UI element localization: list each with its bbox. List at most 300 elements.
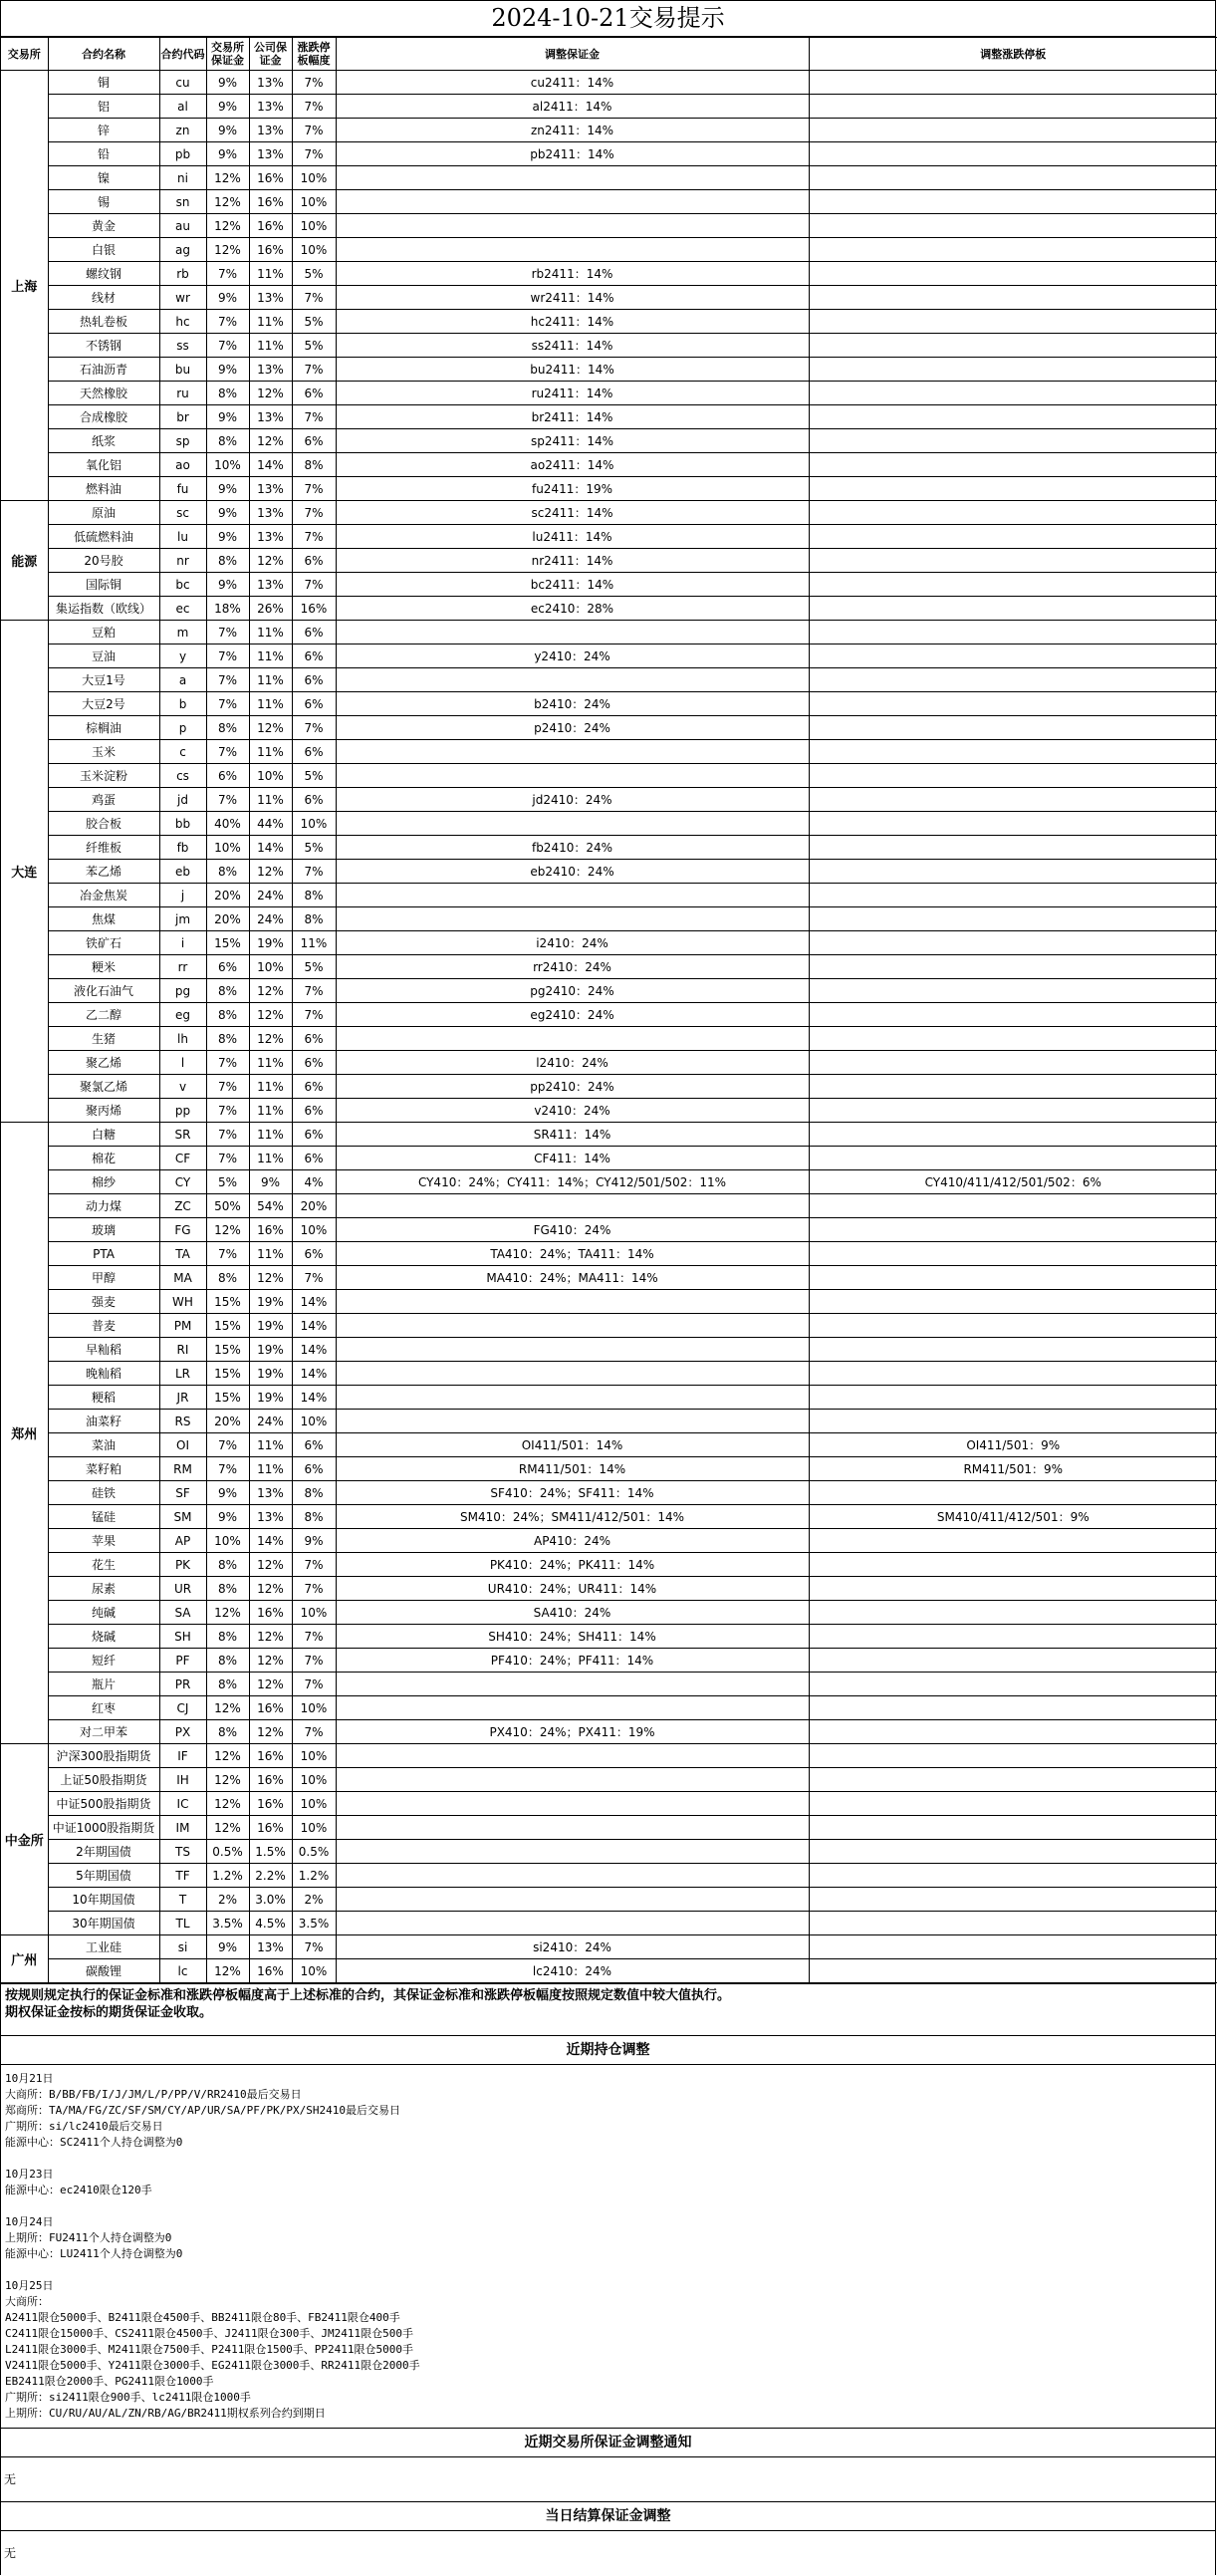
table-row bbox=[1, 166, 1217, 190]
exchange-margin-cell: 6% bbox=[206, 955, 249, 979]
contract-code-cell: jm bbox=[159, 907, 206, 931]
exchange-cell: 中金所 bbox=[1, 1744, 48, 1935]
table-row bbox=[1, 1433, 1217, 1457]
contract-name-cell: 硅铁 bbox=[48, 1481, 159, 1505]
contract-name-cell: 沪深300股指期货 bbox=[48, 1744, 159, 1768]
contract-name-cell: 冶金焦炭 bbox=[48, 884, 159, 907]
exchange-margin-cell: 7% bbox=[206, 644, 249, 668]
contract-name-cell: PTA bbox=[48, 1242, 159, 1266]
limit-cell: 10% bbox=[292, 1696, 336, 1720]
contract-code-cell: eg bbox=[159, 1003, 206, 1027]
company-margin-cell: 12% bbox=[249, 1266, 292, 1290]
table-row bbox=[1, 1768, 1217, 1792]
adjusted-margin-cell: OI411/501：14% bbox=[336, 1433, 809, 1457]
contract-code-cell: au bbox=[159, 214, 206, 238]
adjusted-limit-cell bbox=[809, 1051, 1217, 1075]
limit-cell: 7% bbox=[292, 979, 336, 1003]
company-margin-cell: 16% bbox=[249, 238, 292, 262]
contract-code-cell: OI bbox=[159, 1433, 206, 1457]
adjusted-limit-cell bbox=[809, 525, 1217, 549]
contract-code-cell: hc bbox=[159, 310, 206, 334]
table-row bbox=[1, 740, 1217, 764]
exchange-cell: 广州 bbox=[1, 1935, 48, 1983]
table-row bbox=[1, 190, 1217, 214]
contract-code-cell: eb bbox=[159, 860, 206, 884]
table-row bbox=[1, 142, 1217, 166]
limit-cell: 7% bbox=[292, 716, 336, 740]
table-row bbox=[1, 1051, 1217, 1075]
contract-name-cell: 原油 bbox=[48, 501, 159, 525]
adjusted-limit-cell: CY410/411/412/501/502：6% bbox=[809, 1170, 1217, 1194]
table-row bbox=[1, 1147, 1217, 1170]
adjusted-limit-cell bbox=[809, 119, 1217, 142]
table-row bbox=[1, 1194, 1217, 1218]
adjusted-limit-cell bbox=[809, 334, 1217, 358]
limit-cell: 3.5% bbox=[292, 1912, 336, 1935]
company-margin-cell: 16% bbox=[249, 190, 292, 214]
adjusted-margin-cell bbox=[336, 884, 809, 907]
contract-name-cell: 上证50股指期货 bbox=[48, 1768, 159, 1792]
exchange-cell: 能源 bbox=[1, 501, 48, 621]
company-margin-cell: 11% bbox=[249, 1457, 292, 1481]
adjusted-limit-cell bbox=[809, 1027, 1217, 1051]
table-row bbox=[1, 334, 1217, 358]
adjusted-margin-cell: nr2411：14% bbox=[336, 549, 809, 573]
adjusted-margin-cell bbox=[336, 1290, 809, 1314]
contract-table bbox=[1, 37, 1217, 1983]
company-margin-cell: 11% bbox=[249, 621, 292, 644]
adjusted-limit-cell bbox=[809, 764, 1217, 788]
exchange-margin-cell: 5% bbox=[206, 1170, 249, 1194]
contract-code-cell: j bbox=[159, 884, 206, 907]
exchange-margin-cell: 9% bbox=[206, 1935, 249, 1959]
exchange-margin-cell: 7% bbox=[206, 1123, 249, 1147]
company-margin-cell: 16% bbox=[249, 166, 292, 190]
adjusted-limit-cell bbox=[809, 1959, 1217, 1983]
adjusted-margin-cell bbox=[336, 1362, 809, 1386]
adjusted-margin-cell: SM410：24%；SM411/412/501：14% bbox=[336, 1505, 809, 1529]
contract-code-cell: TS bbox=[159, 1840, 206, 1864]
contract-code-cell: TF bbox=[159, 1864, 206, 1888]
table-row bbox=[1, 1314, 1217, 1338]
contract-name-cell: 30年期国债 bbox=[48, 1912, 159, 1935]
company-margin-cell: 16% bbox=[249, 1696, 292, 1720]
company-margin-cell: 11% bbox=[249, 1075, 292, 1099]
contract-name-cell: 红枣 bbox=[48, 1696, 159, 1720]
contract-name-cell: 5年期国债 bbox=[48, 1864, 159, 1888]
company-margin-cell: 16% bbox=[249, 214, 292, 238]
contract-name-cell: 普麦 bbox=[48, 1314, 159, 1338]
contract-name-cell: 铁矿石 bbox=[48, 931, 159, 955]
exchange-margin-cell: 20% bbox=[206, 907, 249, 931]
contract-name-cell: 低硫燃料油 bbox=[48, 525, 159, 549]
contract-name-cell: 锡 bbox=[48, 190, 159, 214]
table-row bbox=[1, 71, 1217, 95]
table-row bbox=[1, 1673, 1217, 1696]
contract-name-cell: 燃料油 bbox=[48, 477, 159, 501]
contract-code-cell: JR bbox=[159, 1386, 206, 1410]
limit-cell: 7% bbox=[292, 142, 336, 166]
contract-code-cell: RI bbox=[159, 1338, 206, 1362]
contract-name-cell: 玉米淀粉 bbox=[48, 764, 159, 788]
adjusted-margin-cell: fb2410：24% bbox=[336, 836, 809, 860]
limit-cell: 20% bbox=[292, 1194, 336, 1218]
exchange-margin-cell: 7% bbox=[206, 740, 249, 764]
limit-cell: 10% bbox=[292, 214, 336, 238]
adjusted-limit-cell bbox=[809, 1266, 1217, 1290]
adjusted-margin-cell: SR411：14% bbox=[336, 1123, 809, 1147]
table-row bbox=[1, 621, 1217, 644]
contract-name-cell: 工业硅 bbox=[48, 1935, 159, 1959]
company-margin-cell: 14% bbox=[249, 836, 292, 860]
contract-code-cell: IF bbox=[159, 1744, 206, 1768]
adjusted-margin-cell bbox=[336, 668, 809, 692]
adjusted-limit-cell bbox=[809, 214, 1217, 238]
contract-name-cell: 油菜籽 bbox=[48, 1410, 159, 1433]
adjusted-limit-cell bbox=[809, 1099, 1217, 1123]
adjusted-limit-cell bbox=[809, 884, 1217, 907]
company-margin-cell: 11% bbox=[249, 334, 292, 358]
exchange-margin-cell: 8% bbox=[206, 549, 249, 573]
table-row bbox=[1, 358, 1217, 382]
adjusted-margin-cell bbox=[336, 621, 809, 644]
contract-code-cell: v bbox=[159, 1075, 206, 1099]
adjusted-limit-cell bbox=[809, 429, 1217, 453]
adjusted-margin-cell: pg2410：24% bbox=[336, 979, 809, 1003]
contract-name-cell: 不锈钢 bbox=[48, 334, 159, 358]
contract-name-cell: 纤维板 bbox=[48, 836, 159, 860]
limit-cell: 6% bbox=[292, 644, 336, 668]
limit-cell: 10% bbox=[292, 166, 336, 190]
contract-name-cell: 热轧卷板 bbox=[48, 310, 159, 334]
table-row bbox=[1, 1888, 1217, 1912]
exchange-margin-cell: 8% bbox=[206, 1625, 249, 1649]
contract-name-cell: 棉纱 bbox=[48, 1170, 159, 1194]
table-row bbox=[1, 692, 1217, 716]
contract-code-cell: pg bbox=[159, 979, 206, 1003]
contract-name-cell: 烧碱 bbox=[48, 1625, 159, 1649]
adjusted-margin-cell: wr2411：14% bbox=[336, 286, 809, 310]
company-margin-cell: 11% bbox=[249, 310, 292, 334]
adjusted-margin-cell: AP410：24% bbox=[336, 1529, 809, 1553]
contract-name-cell: 苯乙烯 bbox=[48, 860, 159, 884]
adjusted-margin-cell: SA410：24% bbox=[336, 1601, 809, 1625]
contract-code-cell: bu bbox=[159, 358, 206, 382]
adjusted-margin-cell bbox=[336, 740, 809, 764]
table-row bbox=[1, 1290, 1217, 1314]
table-row bbox=[1, 1242, 1217, 1266]
contract-name-cell: 锰硅 bbox=[48, 1505, 159, 1529]
limit-cell: 9% bbox=[292, 1529, 336, 1553]
company-margin-cell: 14% bbox=[249, 1529, 292, 1553]
adjusted-limit-cell bbox=[809, 1625, 1217, 1649]
exchange-margin-cell: 8% bbox=[206, 1003, 249, 1027]
company-margin-cell: 16% bbox=[249, 1601, 292, 1625]
exchange-margin-cell: 7% bbox=[206, 1099, 249, 1123]
contract-name-cell: 菜油 bbox=[48, 1433, 159, 1457]
contract-name-cell: 聚氯乙烯 bbox=[48, 1075, 159, 1099]
adjusted-limit-cell bbox=[809, 597, 1217, 621]
adjusted-limit-cell bbox=[809, 907, 1217, 931]
limit-cell: 14% bbox=[292, 1386, 336, 1410]
contract-name-cell: 菜籽粕 bbox=[48, 1457, 159, 1481]
exchange-margin-cell: 8% bbox=[206, 979, 249, 1003]
contract-name-cell: 聚乙烯 bbox=[48, 1051, 159, 1075]
adjusted-limit-cell bbox=[809, 1720, 1217, 1744]
limit-cell: 7% bbox=[292, 405, 336, 429]
adjusted-limit-cell bbox=[809, 1816, 1217, 1840]
contract-code-cell: SM bbox=[159, 1505, 206, 1529]
company-margin-cell: 16% bbox=[249, 1816, 292, 1840]
contract-code-cell: SH bbox=[159, 1625, 206, 1649]
adjusted-margin-cell: al2411：14% bbox=[336, 95, 809, 119]
limit-cell: 10% bbox=[292, 1410, 336, 1433]
adjusted-limit-cell bbox=[809, 812, 1217, 836]
table-header-row bbox=[1, 38, 1217, 71]
contract-code-cell: PR bbox=[159, 1673, 206, 1696]
contract-code-cell: c bbox=[159, 740, 206, 764]
table-row bbox=[1, 860, 1217, 884]
adjusted-limit-cell bbox=[809, 1147, 1217, 1170]
limit-cell: 7% bbox=[292, 1720, 336, 1744]
contract-name-cell: 甲醇 bbox=[48, 1266, 159, 1290]
limit-cell: 7% bbox=[292, 477, 336, 501]
exchange-cell: 郑州 bbox=[1, 1123, 48, 1744]
adjusted-margin-cell: sc2411：14% bbox=[336, 501, 809, 525]
adjusted-margin-cell: pp2410：24% bbox=[336, 1075, 809, 1099]
table-row bbox=[1, 214, 1217, 238]
company-margin-cell: 19% bbox=[249, 1362, 292, 1386]
limit-cell: 7% bbox=[292, 1935, 336, 1959]
adjusted-limit-cell bbox=[809, 1314, 1217, 1338]
company-margin-cell: 13% bbox=[249, 525, 292, 549]
contract-name-cell: 尿素 bbox=[48, 1577, 159, 1601]
adjusted-margin-cell: p2410：24% bbox=[336, 716, 809, 740]
limit-cell: 0.5% bbox=[292, 1840, 336, 1864]
adjusted-limit-cell bbox=[809, 286, 1217, 310]
limit-cell: 10% bbox=[292, 1218, 336, 1242]
adjusted-limit-cell bbox=[809, 1529, 1217, 1553]
table-row bbox=[1, 1481, 1217, 1505]
adjusted-margin-cell bbox=[336, 1338, 809, 1362]
adjusted-margin-cell: bc2411：14% bbox=[336, 573, 809, 597]
contract-code-cell: cu bbox=[159, 71, 206, 95]
contract-code-cell: PF bbox=[159, 1649, 206, 1673]
limit-cell: 6% bbox=[292, 382, 336, 405]
adjusted-limit-cell bbox=[809, 1864, 1217, 1888]
adjusted-margin-cell bbox=[336, 1888, 809, 1912]
exchange-margin-cell: 12% bbox=[206, 1768, 249, 1792]
company-margin-cell: 13% bbox=[249, 142, 292, 166]
adjusted-margin-cell: si2410：24% bbox=[336, 1935, 809, 1959]
adjusted-limit-cell bbox=[809, 1935, 1217, 1959]
table-row bbox=[1, 1218, 1217, 1242]
limit-cell: 14% bbox=[292, 1290, 336, 1314]
company-margin-cell: 9% bbox=[249, 1170, 292, 1194]
contract-code-cell: nr bbox=[159, 549, 206, 573]
company-margin-cell: 19% bbox=[249, 1338, 292, 1362]
contract-code-cell: AP bbox=[159, 1529, 206, 1553]
adjusted-limit-cell bbox=[809, 1744, 1217, 1768]
contract-code-cell: ru bbox=[159, 382, 206, 405]
company-margin-cell: 12% bbox=[249, 1649, 292, 1673]
exchange-margin-cell: 9% bbox=[206, 71, 249, 95]
contract-name-cell: 合成橡胶 bbox=[48, 405, 159, 429]
exchange-margin-cell: 10% bbox=[206, 1529, 249, 1553]
adjusted-limit-cell bbox=[809, 1242, 1217, 1266]
company-margin-cell: 12% bbox=[249, 549, 292, 573]
limit-cell: 16% bbox=[292, 597, 336, 621]
limit-cell: 5% bbox=[292, 836, 336, 860]
contract-name-cell: 晚籼稻 bbox=[48, 1362, 159, 1386]
contract-code-cell: bc bbox=[159, 573, 206, 597]
adjusted-margin-cell: ao2411：14% bbox=[336, 453, 809, 477]
exchange-margin-cell: 7% bbox=[206, 1147, 249, 1170]
limit-cell: 10% bbox=[292, 1768, 336, 1792]
table-row bbox=[1, 429, 1217, 453]
contract-name-cell: 鸡蛋 bbox=[48, 788, 159, 812]
table-row bbox=[1, 1027, 1217, 1051]
adjusted-limit-cell: RM411/501：9% bbox=[809, 1457, 1217, 1481]
company-margin-cell: 13% bbox=[249, 405, 292, 429]
contract-name-cell: 对二甲苯 bbox=[48, 1720, 159, 1744]
contract-name-cell: 豆油 bbox=[48, 644, 159, 668]
limit-cell: 10% bbox=[292, 812, 336, 836]
limit-cell: 7% bbox=[292, 95, 336, 119]
company-margin-cell: 26% bbox=[249, 597, 292, 621]
adjusted-margin-cell: v2410：24% bbox=[336, 1099, 809, 1123]
contract-code-cell: PK bbox=[159, 1553, 206, 1577]
limit-cell: 10% bbox=[292, 1792, 336, 1816]
limit-cell: 7% bbox=[292, 525, 336, 549]
company-margin-cell: 19% bbox=[249, 1314, 292, 1338]
exchange-margin-cell: 9% bbox=[206, 1481, 249, 1505]
limit-cell: 14% bbox=[292, 1362, 336, 1386]
company-margin-cell: 13% bbox=[249, 1505, 292, 1529]
adjusted-limit-cell bbox=[809, 979, 1217, 1003]
exchange-margin-cell: 15% bbox=[206, 1314, 249, 1338]
company-margin-cell: 19% bbox=[249, 1290, 292, 1314]
table-row bbox=[1, 1529, 1217, 1553]
table-row bbox=[1, 477, 1217, 501]
table-row bbox=[1, 405, 1217, 429]
company-margin-cell: 11% bbox=[249, 1099, 292, 1123]
table-row bbox=[1, 644, 1217, 668]
adjusted-limit-cell bbox=[809, 740, 1217, 764]
table-row bbox=[1, 453, 1217, 477]
adjusted-limit-cell bbox=[809, 621, 1217, 644]
contract-name-cell: 白银 bbox=[48, 238, 159, 262]
contract-name-cell: 乙二醇 bbox=[48, 1003, 159, 1027]
exchange-margin-cell: 50% bbox=[206, 1194, 249, 1218]
company-margin-cell: 13% bbox=[249, 1481, 292, 1505]
contract-name-cell: 粳稻 bbox=[48, 1386, 159, 1410]
table-row bbox=[1, 1577, 1217, 1601]
exchange-margin-cell: 3.5% bbox=[206, 1912, 249, 1935]
contract-name-cell: 棉花 bbox=[48, 1147, 159, 1170]
adjusted-margin-cell: l2410：24% bbox=[336, 1051, 809, 1075]
contract-code-cell: RS bbox=[159, 1410, 206, 1433]
contract-code-cell: ag bbox=[159, 238, 206, 262]
adjusted-margin-cell bbox=[336, 1912, 809, 1935]
contract-code-cell: SR bbox=[159, 1123, 206, 1147]
limit-cell: 4% bbox=[292, 1170, 336, 1194]
contract-name-cell: 豆粕 bbox=[48, 621, 159, 644]
limit-cell: 6% bbox=[292, 1051, 336, 1075]
limit-cell: 7% bbox=[292, 501, 336, 525]
exchange-margin-cell: 8% bbox=[206, 1577, 249, 1601]
table-row bbox=[1, 1959, 1217, 1983]
adjusted-margin-cell: lc2410：24% bbox=[336, 1959, 809, 1983]
contract-code-cell: ZC bbox=[159, 1194, 206, 1218]
table-row bbox=[1, 286, 1217, 310]
adjusted-margin-cell: PK410：24%；PK411：14% bbox=[336, 1553, 809, 1577]
contract-code-cell: IH bbox=[159, 1768, 206, 1792]
table-row bbox=[1, 668, 1217, 692]
company-margin-cell: 13% bbox=[249, 286, 292, 310]
table-row bbox=[1, 1457, 1217, 1481]
table-row bbox=[1, 1816, 1217, 1840]
contract-name-cell: 纯碱 bbox=[48, 1601, 159, 1625]
contract-code-cell: i bbox=[159, 931, 206, 955]
adjusted-margin-cell bbox=[336, 907, 809, 931]
contract-code-cell: jd bbox=[159, 788, 206, 812]
limit-cell: 14% bbox=[292, 1338, 336, 1362]
table-row bbox=[1, 1840, 1217, 1864]
note-line: 期权保证金按标的期货保证金收取。 bbox=[5, 2005, 213, 2020]
contract-code-cell: PM bbox=[159, 1314, 206, 1338]
table-row bbox=[1, 1912, 1217, 1935]
limit-cell: 6% bbox=[292, 1027, 336, 1051]
limit-cell: 6% bbox=[292, 1457, 336, 1481]
contract-code-cell: l bbox=[159, 1051, 206, 1075]
adjusted-limit-cell bbox=[809, 382, 1217, 405]
exchange-margin-cell: 15% bbox=[206, 1338, 249, 1362]
contract-code-cell: SA bbox=[159, 1601, 206, 1625]
company-margin-cell: 12% bbox=[249, 382, 292, 405]
company-margin-cell: 10% bbox=[249, 764, 292, 788]
limit-cell: 6% bbox=[292, 1123, 336, 1147]
adjusted-margin-cell bbox=[336, 1314, 809, 1338]
limit-cell: 7% bbox=[292, 1625, 336, 1649]
limit-cell: 7% bbox=[292, 1577, 336, 1601]
table-row bbox=[1, 1625, 1217, 1649]
adjusted-limit-cell bbox=[809, 1123, 1217, 1147]
table-row bbox=[1, 1099, 1217, 1123]
adjusted-margin-cell: SF410：24%；SF411：14% bbox=[336, 1481, 809, 1505]
company-margin-cell: 11% bbox=[249, 668, 292, 692]
exchange-margin-cell: 7% bbox=[206, 1433, 249, 1457]
col-header: 交易所 bbox=[1, 38, 48, 71]
adjusted-margin-cell bbox=[336, 1027, 809, 1051]
limit-cell: 6% bbox=[292, 549, 336, 573]
col-header: 调整涨跌停板 bbox=[809, 38, 1217, 71]
exchange-margin-cell: 7% bbox=[206, 1457, 249, 1481]
rules-notes bbox=[1, 1983, 1215, 2021]
limit-cell: 6% bbox=[292, 692, 336, 716]
company-margin-cell: 11% bbox=[249, 788, 292, 812]
position-section-title: 近期持仓调整 bbox=[1, 2035, 1215, 2065]
contract-code-cell: m bbox=[159, 621, 206, 644]
limit-cell: 1.2% bbox=[292, 1864, 336, 1888]
exchange-margin-cell: 7% bbox=[206, 692, 249, 716]
adjusted-margin-cell: rb2411：14% bbox=[336, 262, 809, 286]
table-row bbox=[1, 907, 1217, 931]
adjusted-limit-cell: OI411/501：9% bbox=[809, 1433, 1217, 1457]
contract-code-cell: sc bbox=[159, 501, 206, 525]
adjusted-limit-cell bbox=[809, 1290, 1217, 1314]
adjusted-limit-cell bbox=[809, 95, 1217, 119]
